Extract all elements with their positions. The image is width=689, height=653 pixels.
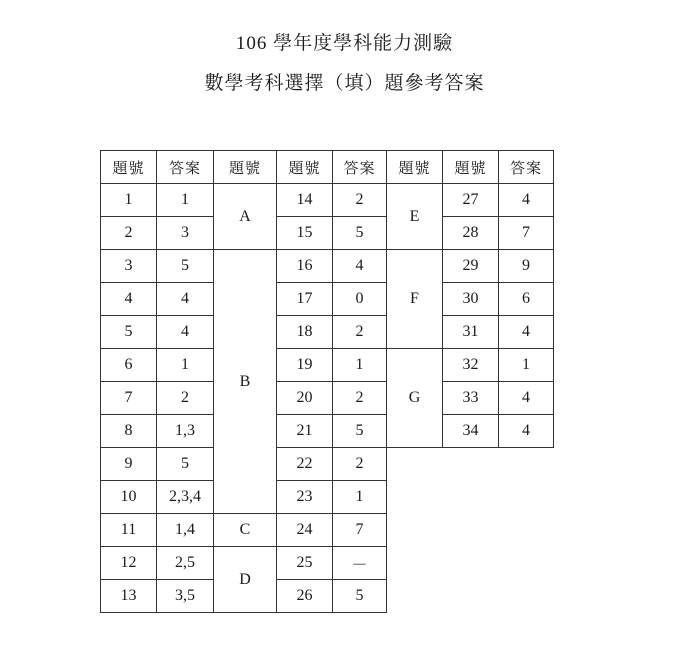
page-title: 106 學年度學科能力測驗 [235, 33, 454, 54]
answer-cell: 5 [333, 217, 387, 250]
question-number: 13 [101, 580, 157, 613]
question-number: 1 [101, 184, 157, 217]
header-group: 題號 [387, 151, 443, 184]
answer-cell: 1 [157, 349, 214, 382]
header-number: 題號 [443, 151, 499, 184]
question-number: 30 [443, 283, 499, 316]
group-cell: A [214, 184, 277, 250]
question-number: 24 [277, 514, 333, 547]
question-number: 5 [101, 316, 157, 349]
answer-cell: 1,3 [157, 415, 214, 448]
answer-cell: 2 [333, 316, 387, 349]
answer-cell: 3 [157, 217, 214, 250]
answer-cell: 5 [157, 448, 214, 481]
answer-cell: 5 [333, 580, 387, 613]
question-number: 32 [443, 349, 499, 382]
question-number: 11 [101, 514, 157, 547]
header-answer: 答案 [499, 151, 554, 184]
question-number: 17 [277, 283, 333, 316]
question-number: 29 [443, 250, 499, 283]
answer-cell: 2 [333, 382, 387, 415]
group-cell: G [387, 349, 443, 448]
question-number: 34 [443, 415, 499, 448]
question-number: 25 [277, 547, 333, 580]
page-subtitle: 數學考科選擇（填）題參考答案 [204, 73, 485, 94]
question-number: 6 [101, 349, 157, 382]
answer-cell: 2,3,4 [157, 481, 214, 514]
question-number: 12 [101, 547, 157, 580]
answer-cell: 4 [499, 415, 554, 448]
header-answer: 答案 [333, 151, 387, 184]
answer-cell: 5 [333, 415, 387, 448]
group-cell: F [387, 250, 443, 349]
answer-cell: 7 [499, 217, 554, 250]
answer-cell: 4 [333, 250, 387, 283]
answer-cell: 2 [333, 448, 387, 481]
answer-cell: 4 [157, 316, 214, 349]
question-number: 27 [443, 184, 499, 217]
question-number: 19 [277, 349, 333, 382]
question-number: 15 [277, 217, 333, 250]
question-number: 2 [101, 217, 157, 250]
question-number: 9 [101, 448, 157, 481]
question-number: 31 [443, 316, 499, 349]
question-number: 4 [101, 283, 157, 316]
question-number: 3 [101, 250, 157, 283]
answer-cell: 3,5 [157, 580, 214, 613]
answer-cell: 4 [499, 316, 554, 349]
answer-cell: 1 [333, 349, 387, 382]
group-cell: C [214, 514, 277, 547]
question-number: 22 [277, 448, 333, 481]
group-cell: B [214, 250, 277, 514]
answer-cell: 6 [499, 283, 554, 316]
question-number: 33 [443, 382, 499, 415]
answer-cell: 2 [157, 382, 214, 415]
answer-cell: 9 [499, 250, 554, 283]
question-number: 16 [277, 250, 333, 283]
question-number: 8 [101, 415, 157, 448]
question-number: 7 [101, 382, 157, 415]
answer-cell: 1 [333, 481, 387, 514]
answer-cell: 2,5 [157, 547, 214, 580]
answer-cell: 4 [499, 382, 554, 415]
answer-cell: 4 [499, 184, 554, 217]
question-number: 20 [277, 382, 333, 415]
question-number: 10 [101, 481, 157, 514]
answer-cell: 5 [157, 250, 214, 283]
header-number: 題號 [277, 151, 333, 184]
answer-cell: 4 [157, 283, 214, 316]
group-cell: E [387, 184, 443, 250]
header-answer: 答案 [157, 151, 214, 184]
question-number: 14 [277, 184, 333, 217]
answer-cell: 2 [333, 184, 387, 217]
header-group: 題號 [214, 151, 277, 184]
answer-cell: 1,4 [157, 514, 214, 547]
answer-cell: 1 [499, 349, 554, 382]
question-number: 23 [277, 481, 333, 514]
answer-table [100, 150, 554, 613]
answer-cell: 7 [333, 514, 387, 547]
answer-cell: 0 [333, 283, 387, 316]
answer-cell: 1 [157, 184, 214, 217]
question-number: 21 [277, 415, 333, 448]
question-number: 18 [277, 316, 333, 349]
answer-cell: － [333, 547, 387, 580]
header-number: 題號 [101, 151, 157, 184]
question-number: 26 [277, 580, 333, 613]
group-cell: D [214, 547, 277, 613]
question-number: 28 [443, 217, 499, 250]
